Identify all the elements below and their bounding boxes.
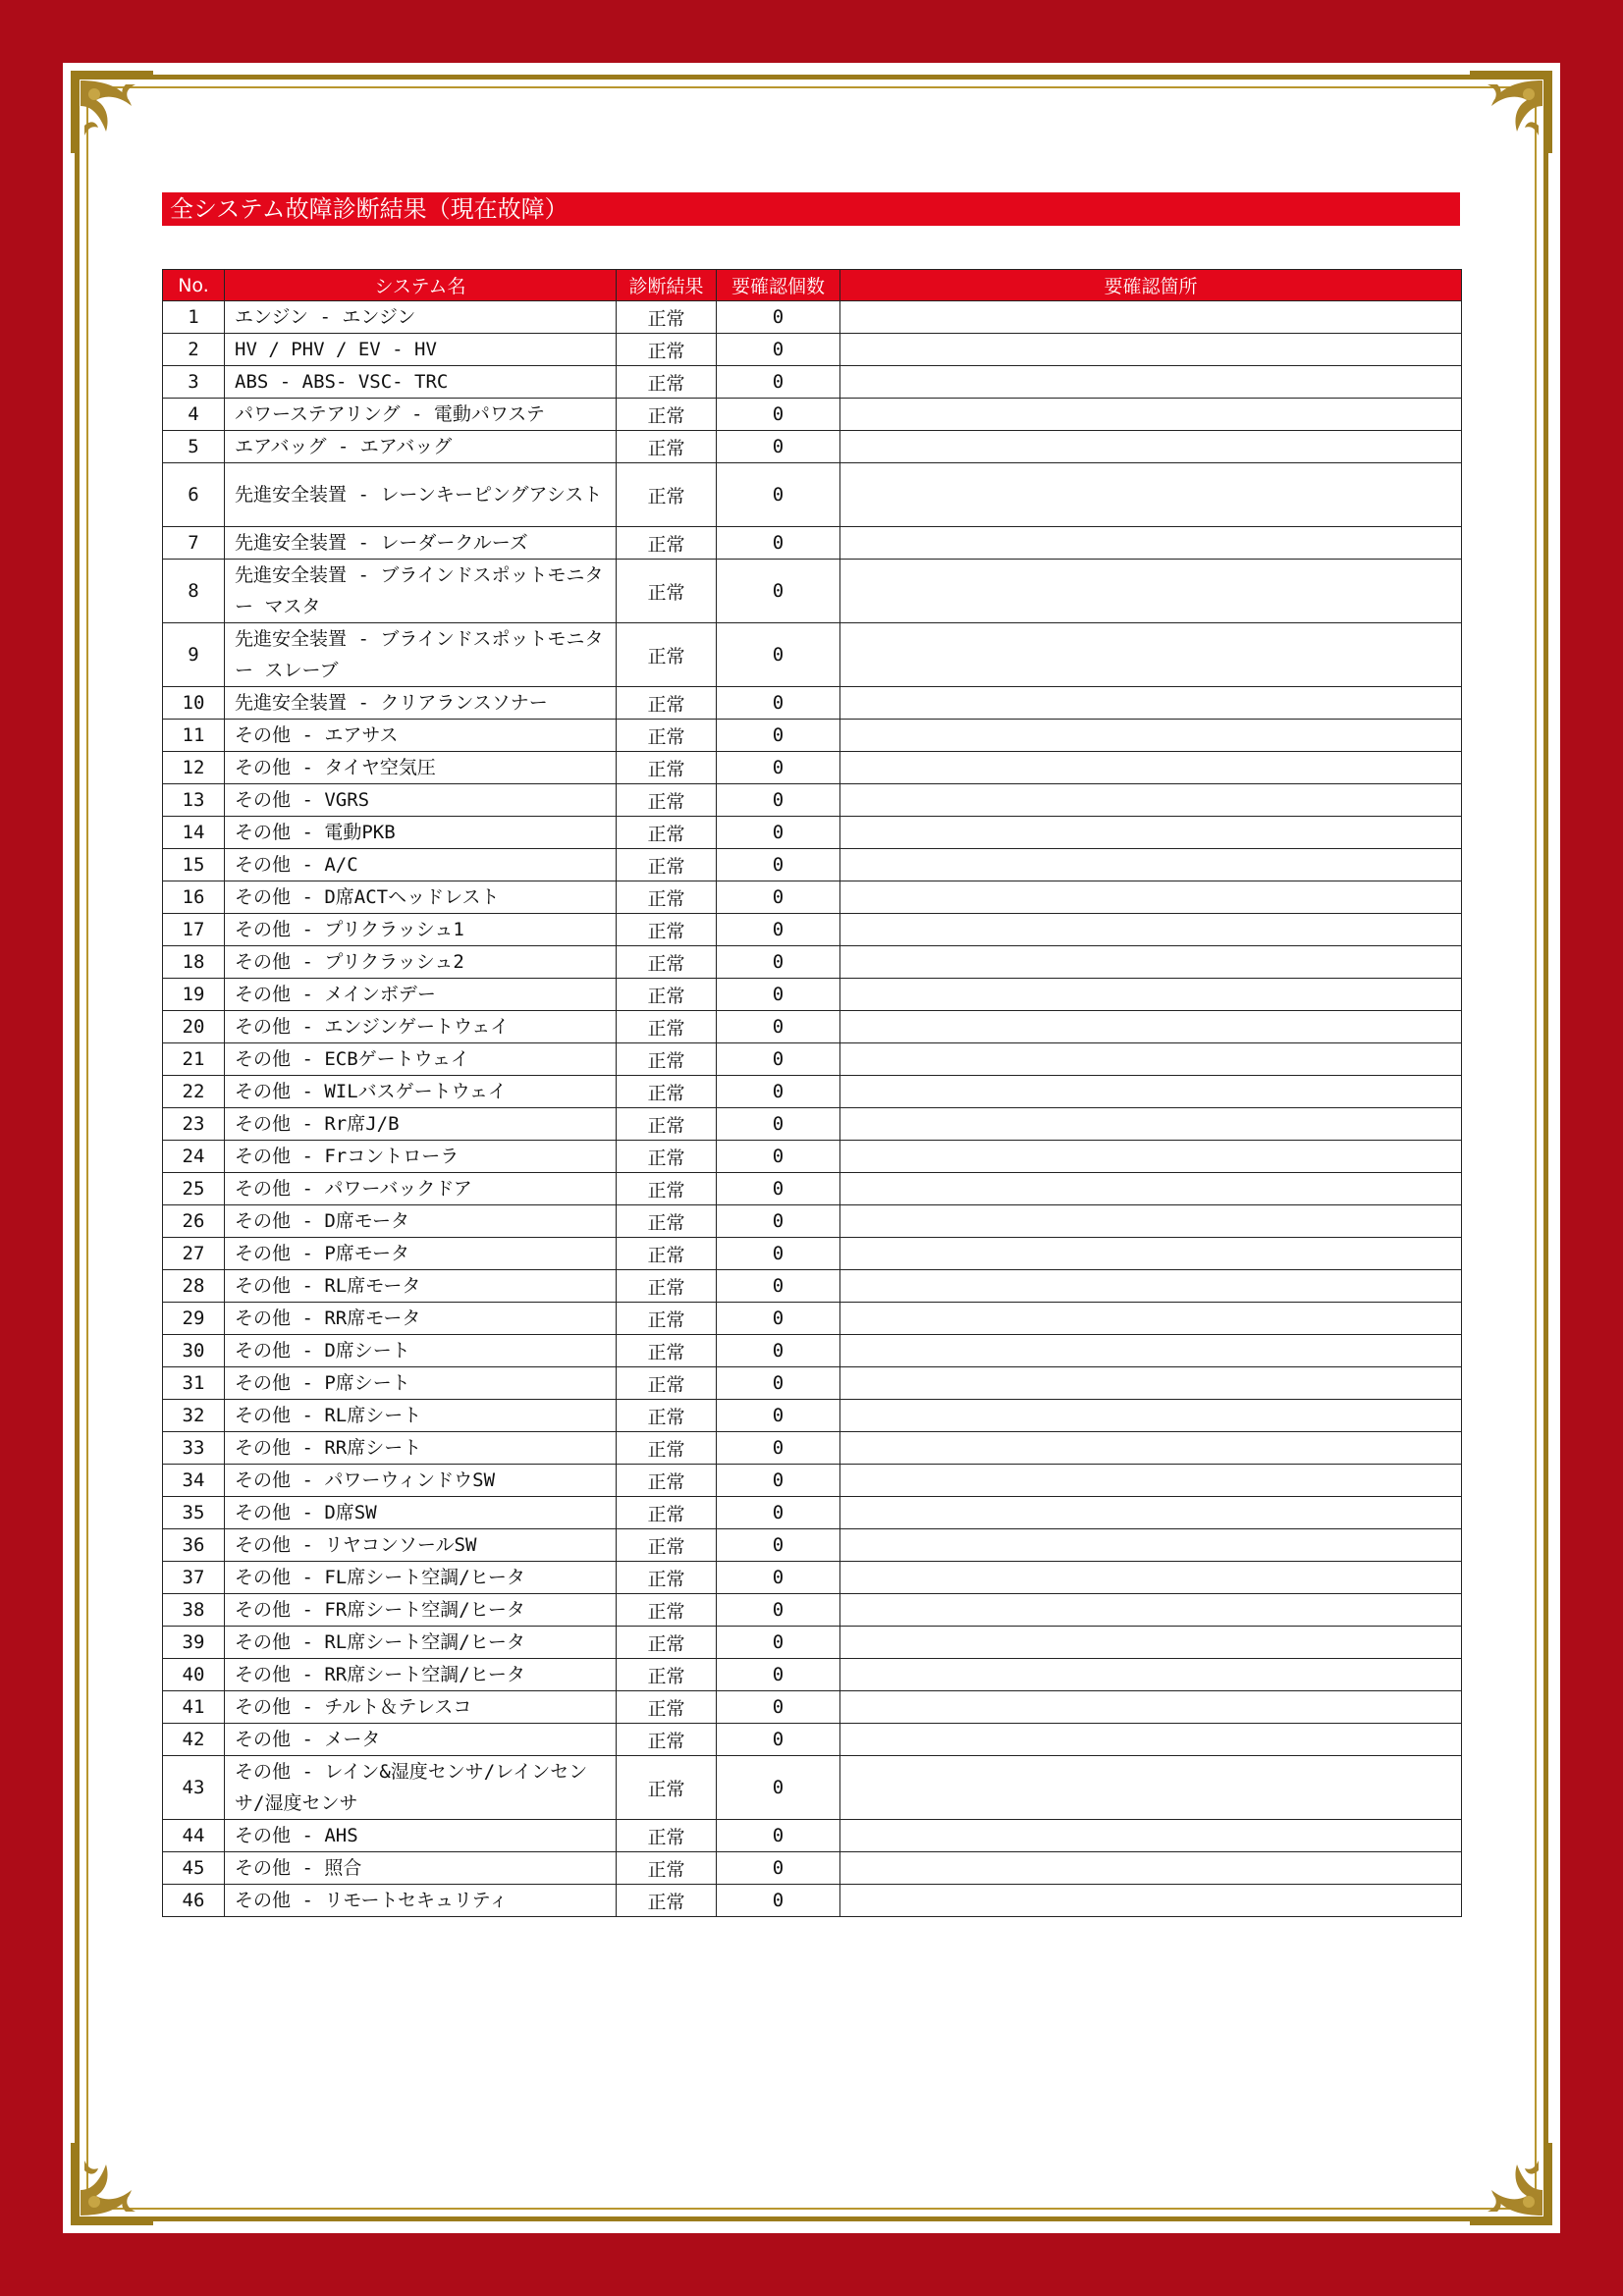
row-result: 正常: [617, 817, 717, 849]
row-system-name: その他 - WILバスゲートウェイ: [225, 1076, 617, 1108]
row-result: 正常: [617, 1335, 717, 1367]
table-row: [163, 1529, 1462, 1562]
row-system-name: その他 - リモートセキュリティ: [225, 1885, 617, 1917]
row-check-location: [840, 1367, 1462, 1400]
row-check-location: [840, 431, 1462, 463]
row-no: 34: [163, 1465, 225, 1497]
row-check-location: [840, 560, 1462, 623]
row-no: 20: [163, 1011, 225, 1043]
row-system-name: その他 - エアサス: [225, 720, 617, 752]
row-no: 8: [163, 560, 225, 623]
row-no: 10: [163, 687, 225, 720]
row-check-location: [840, 1659, 1462, 1691]
row-system-name: その他 - FR席シート空調/ヒータ: [225, 1594, 617, 1627]
row-check-location: [840, 1465, 1462, 1497]
row-result: 正常: [617, 1108, 717, 1141]
row-result: 正常: [617, 1885, 717, 1917]
table-row: [163, 463, 1462, 527]
row-result: 正常: [617, 1724, 717, 1756]
row-no: 44: [163, 1820, 225, 1852]
row-result: 正常: [617, 1011, 717, 1043]
row-no: 18: [163, 946, 225, 979]
row-check-location: [840, 463, 1462, 527]
table-row: [163, 1627, 1462, 1659]
row-check-count: 0: [717, 817, 840, 849]
row-check-location: [840, 623, 1462, 687]
row-check-count: 0: [717, 1562, 840, 1594]
row-check-count: 0: [717, 1659, 840, 1691]
row-system-name: その他 - RR席シート空調/ヒータ: [225, 1659, 617, 1691]
row-result: 正常: [617, 623, 717, 687]
row-check-count: 0: [717, 560, 840, 623]
row-result: 正常: [617, 1659, 717, 1691]
row-check-count: 0: [717, 784, 840, 817]
row-result: 正常: [617, 687, 717, 720]
table-row: [163, 849, 1462, 881]
row-no: 6: [163, 463, 225, 527]
table-row: [163, 1691, 1462, 1724]
row-no: 37: [163, 1562, 225, 1594]
ornament-corner-icon: [67, 67, 157, 157]
row-no: 30: [163, 1335, 225, 1367]
row-no: 31: [163, 1367, 225, 1400]
row-system-name: その他 - RR席モータ: [225, 1303, 617, 1335]
row-result: 正常: [617, 1303, 717, 1335]
row-result: 正常: [617, 1367, 717, 1400]
ornament-corner-icon: [1466, 2139, 1556, 2229]
row-check-count: 0: [717, 1465, 840, 1497]
row-check-location: [840, 1562, 1462, 1594]
row-system-name: その他 - RL席シート: [225, 1400, 617, 1432]
table-row: [163, 1205, 1462, 1238]
ornament-corner-icon: [1466, 67, 1556, 157]
row-result: 正常: [617, 1691, 717, 1724]
header-check-location: 要確認箇所: [840, 270, 1462, 301]
row-check-count: 0: [717, 849, 840, 881]
row-system-name: その他 - VGRS: [225, 784, 617, 817]
row-check-count: 0: [717, 1756, 840, 1820]
table-row: [163, 687, 1462, 720]
row-result: 正常: [617, 881, 717, 914]
row-system-name: その他 - RL席モータ: [225, 1270, 617, 1303]
row-check-count: 0: [717, 1627, 840, 1659]
row-system-name: HV / PHV / EV - HV: [225, 334, 617, 366]
row-no: 40: [163, 1659, 225, 1691]
table-row: [163, 1885, 1462, 1917]
row-check-count: 0: [717, 720, 840, 752]
row-check-count: 0: [717, 1270, 840, 1303]
row-no: 2: [163, 334, 225, 366]
row-no: 22: [163, 1076, 225, 1108]
row-no: 13: [163, 784, 225, 817]
row-check-location: [840, 1497, 1462, 1529]
table-row: [163, 527, 1462, 560]
row-check-location: [840, 849, 1462, 881]
row-system-name: その他 - 電動PKB: [225, 817, 617, 849]
row-check-count: 0: [717, 914, 840, 946]
page-title: 全システム故障診断結果（現在故障）: [162, 192, 1460, 226]
row-system-name: その他 - D席シート: [225, 1335, 617, 1367]
table-row: [163, 431, 1462, 463]
row-no: 38: [163, 1594, 225, 1627]
row-result: 正常: [617, 979, 717, 1011]
row-check-count: 0: [717, 301, 840, 334]
row-check-count: 0: [717, 1497, 840, 1529]
row-check-count: 0: [717, 431, 840, 463]
row-system-name: その他 - P席モータ: [225, 1238, 617, 1270]
row-check-count: 0: [717, 1011, 840, 1043]
row-check-location: [840, 1529, 1462, 1562]
table-row: [163, 1367, 1462, 1400]
row-check-count: 0: [717, 946, 840, 979]
table-row: [163, 1043, 1462, 1076]
table-row: [163, 623, 1462, 687]
row-check-location: [840, 1011, 1462, 1043]
row-no: 23: [163, 1108, 225, 1141]
row-result: 正常: [617, 849, 717, 881]
row-check-location: [840, 1043, 1462, 1076]
row-no: 41: [163, 1691, 225, 1724]
row-system-name: その他 - Frコントローラ: [225, 1141, 617, 1173]
row-result: 正常: [617, 1820, 717, 1852]
row-system-name: その他 - プリクラッシュ2: [225, 946, 617, 979]
row-check-count: 0: [717, 463, 840, 527]
row-check-location: [840, 1238, 1462, 1270]
row-check-count: 0: [717, 1108, 840, 1141]
row-no: 35: [163, 1497, 225, 1529]
row-check-location: [840, 752, 1462, 784]
table-row: [163, 1400, 1462, 1432]
row-system-name: その他 - エンジンゲートウェイ: [225, 1011, 617, 1043]
row-no: 46: [163, 1885, 225, 1917]
row-result: 正常: [617, 1627, 717, 1659]
row-no: 15: [163, 849, 225, 881]
row-no: 16: [163, 881, 225, 914]
row-no: 17: [163, 914, 225, 946]
row-result: 正常: [617, 720, 717, 752]
row-check-location: [840, 1756, 1462, 1820]
row-system-name: その他 - メータ: [225, 1724, 617, 1756]
table-row: [163, 1108, 1462, 1141]
row-check-location: [840, 1335, 1462, 1367]
row-system-name: その他 - D席SW: [225, 1497, 617, 1529]
row-result: 正常: [617, 1400, 717, 1432]
table-row: [163, 1562, 1462, 1594]
row-check-count: 0: [717, 1691, 840, 1724]
row-check-count: 0: [717, 1367, 840, 1400]
header-result: 診断結果: [617, 270, 717, 301]
row-no: 14: [163, 817, 225, 849]
row-check-count: 0: [717, 527, 840, 560]
row-no: 4: [163, 399, 225, 431]
row-system-name: 先進安全装置 - クリアランスソナー: [225, 687, 617, 720]
row-check-count: 0: [717, 1724, 840, 1756]
row-system-name: その他 - A/C: [225, 849, 617, 881]
row-no: 36: [163, 1529, 225, 1562]
table-row: [163, 1238, 1462, 1270]
row-result: 正常: [617, 1529, 717, 1562]
table-row: [163, 1820, 1462, 1852]
row-check-location: [840, 399, 1462, 431]
row-result: 正常: [617, 1852, 717, 1885]
row-check-location: [840, 1108, 1462, 1141]
row-system-name: その他 - レイン&湿度センサ/レインセンサ/湿度センサ: [225, 1756, 617, 1820]
row-system-name: その他 - FL席シート空調/ヒータ: [225, 1562, 617, 1594]
table-row: [163, 1497, 1462, 1529]
table-row: [163, 1594, 1462, 1627]
table-row: [163, 914, 1462, 946]
table-row: [163, 1432, 1462, 1465]
row-system-name: その他 - タイヤ空気圧: [225, 752, 617, 784]
table-row: [163, 1270, 1462, 1303]
row-result: 正常: [617, 1465, 717, 1497]
row-check-count: 0: [717, 1141, 840, 1173]
row-check-count: 0: [717, 1529, 840, 1562]
row-check-count: 0: [717, 1820, 840, 1852]
row-check-count: 0: [717, 1400, 840, 1432]
row-no: 27: [163, 1238, 225, 1270]
row-no: 3: [163, 366, 225, 399]
row-no: 32: [163, 1400, 225, 1432]
row-system-name: 先進安全装置 - ブラインドスポットモニター スレーブ: [225, 623, 617, 687]
row-check-location: [840, 1594, 1462, 1627]
row-result: 正常: [617, 431, 717, 463]
ornament-corner-icon: [67, 2139, 157, 2229]
row-check-location: [840, 1173, 1462, 1205]
row-result: 正常: [617, 946, 717, 979]
table-row: [163, 1011, 1462, 1043]
row-result: 正常: [617, 1076, 717, 1108]
row-check-count: 0: [717, 881, 840, 914]
row-result: 正常: [617, 1173, 717, 1205]
row-no: 26: [163, 1205, 225, 1238]
row-no: 12: [163, 752, 225, 784]
row-check-location: [840, 301, 1462, 334]
row-check-location: [840, 1691, 1462, 1724]
row-check-location: [840, 1141, 1462, 1173]
row-check-location: [840, 1885, 1462, 1917]
row-check-count: 0: [717, 1885, 840, 1917]
row-check-location: [840, 1820, 1462, 1852]
row-check-count: 0: [717, 1335, 840, 1367]
row-result: 正常: [617, 1497, 717, 1529]
row-result: 正常: [617, 1270, 717, 1303]
table-row: [163, 1173, 1462, 1205]
row-system-name: ABS - ABS- VSC- TRC: [225, 366, 617, 399]
row-no: 25: [163, 1173, 225, 1205]
row-system-name: その他 - D席モータ: [225, 1205, 617, 1238]
row-no: 43: [163, 1756, 225, 1820]
row-check-count: 0: [717, 1076, 840, 1108]
row-system-name: その他 - D席ACTヘッドレスト: [225, 881, 617, 914]
row-check-count: 0: [717, 399, 840, 431]
diagnosis-table: [162, 269, 1462, 1917]
row-check-location: [840, 1852, 1462, 1885]
row-check-location: [840, 334, 1462, 366]
table-row: [163, 560, 1462, 623]
row-no: 1: [163, 301, 225, 334]
row-result: 正常: [617, 1043, 717, 1076]
row-check-location: [840, 527, 1462, 560]
row-check-count: 0: [717, 1852, 840, 1885]
table-row: [163, 1852, 1462, 1885]
row-result: 正常: [617, 463, 717, 527]
table-row: [163, 334, 1462, 366]
row-check-location: [840, 784, 1462, 817]
row-no: 21: [163, 1043, 225, 1076]
row-system-name: その他 - リヤコンソールSW: [225, 1529, 617, 1562]
table-row: [163, 1303, 1462, 1335]
row-check-location: [840, 1270, 1462, 1303]
row-result: 正常: [617, 301, 717, 334]
row-system-name: その他 - チルト＆テレスコ: [225, 1691, 617, 1724]
row-system-name: その他 - プリクラッシュ1: [225, 914, 617, 946]
row-no: 11: [163, 720, 225, 752]
table-row: [163, 946, 1462, 979]
row-no: 33: [163, 1432, 225, 1465]
row-no: 19: [163, 979, 225, 1011]
table-row: [163, 817, 1462, 849]
row-check-count: 0: [717, 623, 840, 687]
row-no: 9: [163, 623, 225, 687]
row-check-count: 0: [717, 334, 840, 366]
row-system-name: 先進安全装置 - レーンキーピングアシスト: [225, 463, 617, 527]
row-system-name: エアバッグ - エアバッグ: [225, 431, 617, 463]
row-result: 正常: [617, 752, 717, 784]
row-system-name: その他 - P席シート: [225, 1367, 617, 1400]
row-system-name: その他 - Rr席J/B: [225, 1108, 617, 1141]
row-check-count: 0: [717, 1432, 840, 1465]
table-row: [163, 720, 1462, 752]
row-check-location: [840, 1400, 1462, 1432]
row-check-count: 0: [717, 752, 840, 784]
row-system-name: 先進安全装置 - レーダークルーズ: [225, 527, 617, 560]
row-check-count: 0: [717, 1303, 840, 1335]
row-system-name: その他 - RL席シート空調/ヒータ: [225, 1627, 617, 1659]
row-check-location: [840, 946, 1462, 979]
table-row: [163, 881, 1462, 914]
row-check-count: 0: [717, 979, 840, 1011]
row-system-name: その他 - ECBゲートウェイ: [225, 1043, 617, 1076]
row-check-count: 0: [717, 366, 840, 399]
row-result: 正常: [617, 1562, 717, 1594]
row-result: 正常: [617, 1141, 717, 1173]
row-check-location: [840, 1627, 1462, 1659]
row-result: 正常: [617, 366, 717, 399]
row-check-location: [840, 1432, 1462, 1465]
row-result: 正常: [617, 914, 717, 946]
table-header-row: [163, 270, 1462, 301]
row-no: 39: [163, 1627, 225, 1659]
table-row: [163, 1756, 1462, 1820]
row-check-location: [840, 979, 1462, 1011]
row-result: 正常: [617, 560, 717, 623]
row-check-location: [840, 720, 1462, 752]
row-check-location: [840, 1205, 1462, 1238]
table-row: [163, 301, 1462, 334]
table-row: [163, 366, 1462, 399]
row-no: 45: [163, 1852, 225, 1885]
row-system-name: エンジン - エンジン: [225, 301, 617, 334]
row-check-count: 0: [717, 1173, 840, 1205]
row-result: 正常: [617, 784, 717, 817]
row-check-location: [840, 1303, 1462, 1335]
table-row: [163, 1076, 1462, 1108]
row-result: 正常: [617, 1756, 717, 1820]
row-check-location: [840, 817, 1462, 849]
row-system-name: その他 - パワーバックドア: [225, 1173, 617, 1205]
table-row: [163, 784, 1462, 817]
row-system-name: その他 - AHS: [225, 1820, 617, 1852]
row-result: 正常: [617, 1238, 717, 1270]
row-result: 正常: [617, 399, 717, 431]
row-check-location: [840, 366, 1462, 399]
row-no: 7: [163, 527, 225, 560]
table-row: [163, 1724, 1462, 1756]
row-result: 正常: [617, 1432, 717, 1465]
row-no: 5: [163, 431, 225, 463]
row-check-count: 0: [717, 687, 840, 720]
header-check-count: 要確認個数: [717, 270, 840, 301]
row-no: 24: [163, 1141, 225, 1173]
row-no: 29: [163, 1303, 225, 1335]
table-row: [163, 979, 1462, 1011]
row-check-location: [840, 1724, 1462, 1756]
table-row: [163, 752, 1462, 784]
row-result: 正常: [617, 334, 717, 366]
row-system-name: その他 - パワーウィンドウSW: [225, 1465, 617, 1497]
row-system-name: その他 - RR席シート: [225, 1432, 617, 1465]
row-check-count: 0: [717, 1238, 840, 1270]
header-system-name: システム名: [225, 270, 617, 301]
row-check-count: 0: [717, 1594, 840, 1627]
report-page: [63, 63, 1560, 2233]
table-row: [163, 399, 1462, 431]
row-check-location: [840, 1076, 1462, 1108]
row-result: 正常: [617, 1594, 717, 1627]
table-row: [163, 1141, 1462, 1173]
row-check-location: [840, 914, 1462, 946]
row-system-name: 先進安全装置 - ブラインドスポットモニター マスタ: [225, 560, 617, 623]
row-check-count: 0: [717, 1205, 840, 1238]
table-row: [163, 1335, 1462, 1367]
header-no: No.: [163, 270, 225, 301]
row-result: 正常: [617, 527, 717, 560]
row-result: 正常: [617, 1205, 717, 1238]
row-check-count: 0: [717, 1043, 840, 1076]
row-system-name: その他 - メインボデー: [225, 979, 617, 1011]
row-check-location: [840, 881, 1462, 914]
table-row: [163, 1659, 1462, 1691]
row-system-name: その他 - 照合: [225, 1852, 617, 1885]
row-no: 28: [163, 1270, 225, 1303]
row-system-name: パワーステアリング - 電動パワステ: [225, 399, 617, 431]
row-no: 42: [163, 1724, 225, 1756]
table-row: [163, 1465, 1462, 1497]
row-check-location: [840, 687, 1462, 720]
